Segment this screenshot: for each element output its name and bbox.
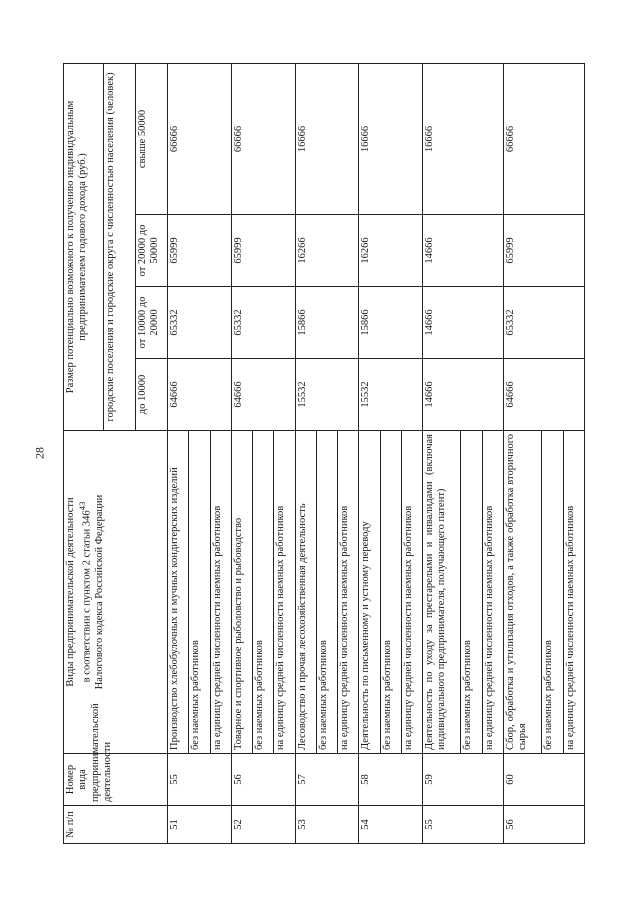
header-code: Номер вида предпринимательской деятельности bbox=[64, 754, 168, 806]
row-value-band-4: 16666 bbox=[295, 63, 359, 214]
table-row bbox=[423, 63, 461, 843]
row-code: 55 bbox=[168, 754, 232, 806]
row-value-band-3: 14666 bbox=[423, 214, 504, 286]
patent-income-table bbox=[63, 63, 585, 844]
row-value-band-3: 65999 bbox=[231, 214, 295, 286]
header-band-2: от 10000 до 20000 bbox=[136, 286, 168, 358]
table-row bbox=[295, 63, 316, 843]
row-value-band-3: 16266 bbox=[359, 214, 423, 286]
row-no: 56 bbox=[503, 806, 584, 844]
table-row bbox=[168, 63, 189, 843]
row-value-band-2: 65332 bbox=[231, 286, 295, 358]
row-value-band-4: 66666 bbox=[231, 63, 295, 214]
row-no: 53 bbox=[295, 806, 359, 844]
header-activity-sup: 43 bbox=[77, 501, 88, 511]
table-row bbox=[503, 63, 541, 843]
row-value-band-4: 66666 bbox=[168, 63, 232, 214]
table-row bbox=[231, 63, 252, 843]
row-value-band-1: 15532 bbox=[359, 358, 423, 430]
row-activity: Сбор, обработка и утилизация отходов, а также обработка вторичного сырья bbox=[503, 430, 541, 753]
row-sub-without-employees: без наемных работников bbox=[461, 430, 482, 753]
row-code: 59 bbox=[423, 754, 504, 806]
row-code: 58 bbox=[359, 754, 423, 806]
row-no: 52 bbox=[231, 806, 295, 844]
row-activity: Деятельность по письменному и устному переводу bbox=[359, 430, 380, 753]
table-row bbox=[359, 63, 380, 843]
row-no: 54 bbox=[359, 806, 423, 844]
row-sub-per-employee: на единицу средней численности наемных работников bbox=[563, 430, 585, 753]
header-activity bbox=[64, 430, 168, 753]
row-activity: Деятельность по уходу за престарелыми и инвалидами (включая индивидуального предпринимателя, получающего патент) bbox=[423, 430, 461, 753]
header-band-3: от 20000 до 50000 bbox=[136, 214, 168, 286]
row-value-band-3: 65999 bbox=[503, 214, 584, 286]
row-code: 57 bbox=[295, 754, 359, 806]
row-value-band-2: 15866 bbox=[295, 286, 359, 358]
row-code: 56 bbox=[231, 754, 295, 806]
row-value-band-3: 65999 bbox=[168, 214, 232, 286]
row-value-band-2: 65332 bbox=[168, 286, 232, 358]
row-sub-without-employees: без наемных работников bbox=[380, 430, 401, 753]
row-value-band-2: 14666 bbox=[423, 286, 504, 358]
row-value-band-1: 64666 bbox=[231, 358, 295, 430]
rotated-table-container bbox=[63, 64, 585, 844]
row-code: 60 bbox=[503, 754, 584, 806]
row-sub-per-employee: на единицу средней численности наемных работников bbox=[338, 430, 359, 753]
row-value-band-1: 15532 bbox=[295, 358, 359, 430]
page-number: 28 bbox=[32, 447, 47, 459]
row-no: 51 bbox=[168, 806, 232, 844]
row-sub-per-employee: на единицу средней численности наемных работников bbox=[274, 430, 295, 753]
row-activity: Производство хлебобулочных и мучных кондитерских изделий bbox=[168, 430, 189, 753]
header-activity-line1: Виды предпринимательской деятельности bbox=[65, 497, 76, 687]
row-value-band-4: 16666 bbox=[423, 63, 504, 214]
row-value-band-3: 16266 bbox=[295, 214, 359, 286]
header-population-group: городские поселения и городские округа с численностью населения (человек) bbox=[104, 63, 136, 430]
header-activity-line2: в соответствии с пунктом 2 статьи 346 bbox=[81, 510, 93, 683]
row-value-band-1: 14666 bbox=[423, 358, 504, 430]
header-band-1: до 10000 bbox=[136, 358, 168, 430]
row-activity: Лесоводство и прочая лесохозяйственная деятельность bbox=[295, 430, 316, 753]
row-sub-without-employees: без наемных работников bbox=[253, 430, 274, 753]
row-sub-per-employee: на единицу средней численности наемных работников bbox=[482, 430, 503, 753]
row-sub-without-employees: без наемных работников bbox=[189, 430, 210, 753]
header-no: № п/п bbox=[64, 806, 168, 844]
row-sub-per-employee: на единицу средней численности наемных работников bbox=[401, 430, 422, 753]
row-value-band-2: 65332 bbox=[503, 286, 584, 358]
row-activity: Товарное и спортивное рыболовство и рыбоводство bbox=[231, 430, 252, 753]
row-value-band-4: 66666 bbox=[503, 63, 584, 214]
header-activity-line3: Налогового кодекса Российской Федерации bbox=[94, 494, 106, 690]
header-band-4: свыше 50000 bbox=[136, 63, 168, 214]
row-value-band-2: 15866 bbox=[359, 286, 423, 358]
row-sub-per-employee: на единицу средней численности наемных работников bbox=[210, 430, 231, 753]
row-no: 55 bbox=[423, 806, 504, 844]
row-value-band-4: 16666 bbox=[359, 63, 423, 214]
row-value-band-1: 64666 bbox=[503, 358, 584, 430]
row-value-band-1: 64666 bbox=[168, 358, 232, 430]
row-sub-without-employees: без наемных работников bbox=[316, 430, 337, 753]
row-sub-without-employees: без наемных работников bbox=[542, 430, 563, 753]
header-income-size: Размер потенциально возможного к получению индивидуальным предпринимателем годового дохода (руб.) bbox=[64, 63, 104, 430]
